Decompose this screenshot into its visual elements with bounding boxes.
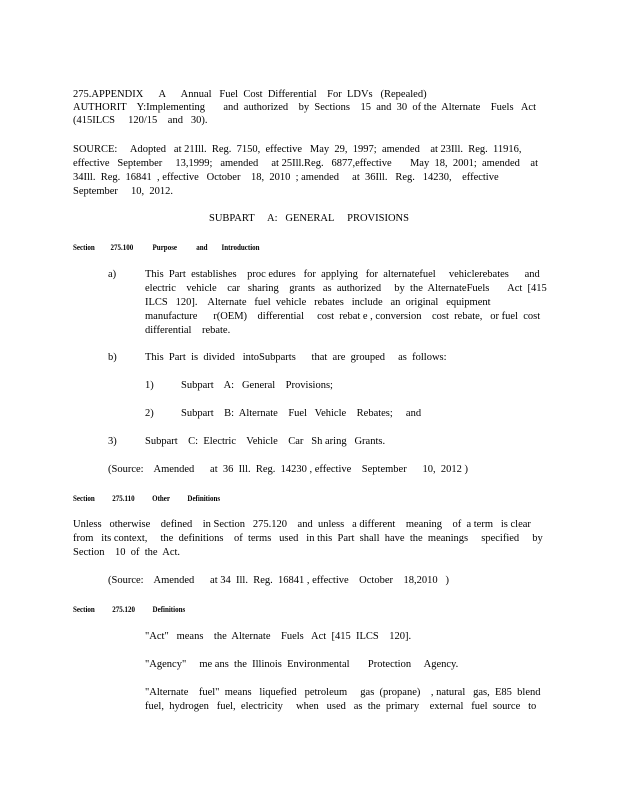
definition: "Agency" me ans the Illinois Environmental Protection Agency. bbox=[145, 659, 459, 670]
definition: fuel, hydrogen fuel, electricity when used as the primary external fuel source to bbox=[145, 701, 537, 712]
subpart-heading: SUBPART A: GENERAL PROVISIONS bbox=[209, 213, 409, 224]
section-heading: Section 275.110 Other Definitions bbox=[73, 493, 221, 504]
appendix-title: 275.APPENDIX A Annual Fuel Cost Differential For LDVs (Repealed) bbox=[73, 89, 427, 100]
source-line: effective September 13,1999; amended at 25Ill.Reg. 6877,effective May 18, 2001; amended at bbox=[73, 158, 538, 169]
definition: "Act" means the Alternate Fuels Act [415 ILCS 120]. bbox=[145, 631, 412, 642]
list-label: 1) bbox=[145, 380, 154, 391]
paragraph-line: ILCS 120]. Alternate fuel vehicle rebates include an original equipment bbox=[145, 297, 491, 308]
paragraph-line: This Part establishes proc edures for applying for alternatefuel vehiclerebates and bbox=[145, 269, 540, 280]
paragraph-line: electric vehicle car sharing grants as authorized by the AlternateFuels Act [415 bbox=[145, 283, 547, 294]
list-label: b) bbox=[108, 352, 117, 363]
paragraph-line: manufacture r(OEM) differential cost rebat e , conversion cost rebate, or fuel cost bbox=[145, 311, 541, 322]
source-line: 34Ill. Reg. 16841 , effective October 18, 2010 ; amended at 36Ill. Reg. 14230, effective bbox=[73, 172, 499, 183]
source-note: (Source: Amended at 36 Ill. Reg. 14230 , effective September 10, 2012 ) bbox=[108, 464, 468, 475]
source-line: September 10, 2012. bbox=[73, 186, 174, 197]
list-item: Subpart A: General Provisions; bbox=[181, 380, 333, 391]
paragraph-line: differential rebate. bbox=[145, 325, 231, 336]
list-label: a) bbox=[108, 269, 117, 280]
paragraph-line: This Part is divided intoSubparts that are grouped as follows: bbox=[145, 352, 447, 363]
list-label: 2) bbox=[145, 408, 154, 419]
section-heading: Section 275.120 Definitions bbox=[73, 604, 186, 615]
list-item: Subpart C: Electric Vehicle Car Sh aring Grants. bbox=[145, 436, 386, 447]
source-line: SOURCE: Adopted at 21Ill. Reg. 7150, effective May 29, 1997; amended at 23Ill. Reg. 11916, bbox=[73, 144, 522, 155]
list-item: Subpart B: Alternate Fuel Vehicle Rebates; and bbox=[181, 408, 422, 419]
authority-line: (415ILCS 120/15 and 30). bbox=[73, 115, 208, 126]
paragraph-line: Section 10 of the Act. bbox=[73, 547, 181, 558]
authority-line: AUTHORIT Y:Implementing and authorized by Sections 15 and 30 of the Alternate Fuels Act bbox=[73, 102, 536, 113]
paragraph-line: from its context, the definitions of terms used in this Part shall have the meanings specified by bbox=[73, 533, 543, 544]
list-label: 3) bbox=[108, 436, 117, 447]
section-heading: Section 275.100 Purpose and Introduction bbox=[73, 242, 260, 253]
paragraph-line: Unless otherwise defined in Section 275.120 and unless a different meaning of a term is clear bbox=[73, 519, 531, 530]
source-note: (Source: Amended at 34 Ill. Reg. 16841 , effective October 18,2010 ) bbox=[108, 575, 449, 586]
definition: "Alternate fuel" means liquefied petroleum gas (propane) , natural gas, E85 blend bbox=[145, 687, 541, 698]
